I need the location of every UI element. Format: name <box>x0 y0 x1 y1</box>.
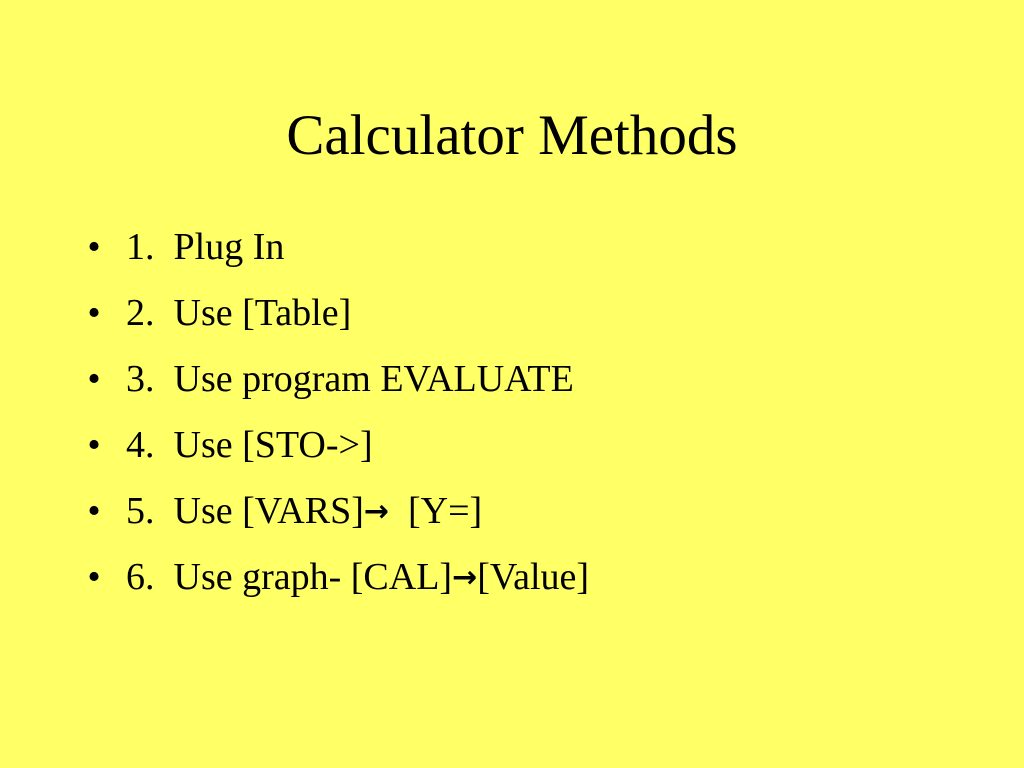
bullet-text: 1. Plug In <box>126 226 285 268</box>
right-arrow-icon: → <box>452 560 478 595</box>
bullet-item-2 <box>84 292 589 334</box>
bullet-item-5 <box>84 490 589 532</box>
bullet-icon: • <box>87 490 101 532</box>
bullet-text: 3. Use program EVALUATE <box>126 358 574 400</box>
bullet-icon: • <box>87 424 101 466</box>
bullet-item-6 <box>84 556 589 598</box>
bullet-icon: • <box>87 358 101 400</box>
bullet-text: 2. Use [Table] <box>126 292 352 334</box>
bullet-text-before: 5. Use [VARS] <box>126 490 364 532</box>
slide-title: Calculator Methods <box>286 104 738 167</box>
bullet-list <box>84 226 589 622</box>
bullet-text-before: 6. Use graph- [CAL] <box>126 556 453 598</box>
bullet-text: 4. Use [STO->] <box>126 424 373 466</box>
bullet-item-3 <box>84 358 589 400</box>
bullet-text-after: [Y=] <box>389 490 483 532</box>
bullet-item-4 <box>84 424 589 466</box>
right-arrow-icon: → <box>363 494 390 529</box>
bullet-icon: • <box>87 556 101 598</box>
bullet-text-after: [Value] <box>477 556 590 598</box>
bullet-icon: • <box>87 226 101 268</box>
bullet-item-1 <box>84 226 589 268</box>
bullet-icon: • <box>87 292 101 334</box>
